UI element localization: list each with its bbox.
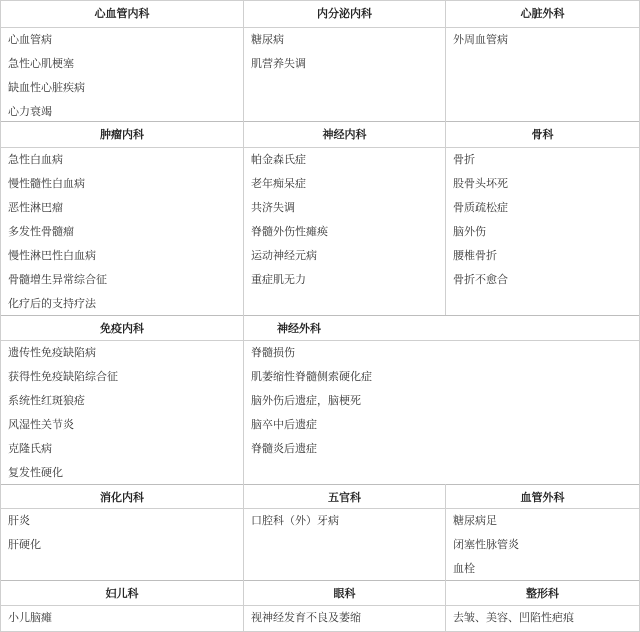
row-divider <box>0 580 640 581</box>
disease-item: 血栓 <box>453 562 475 575</box>
disease-item: 老年痴呆症 <box>251 177 306 190</box>
disease-item: 风湿性关节炎 <box>8 418 74 431</box>
disease-item: 骨髓增生异常综合征 <box>8 273 107 286</box>
department-header-vascular-surgery: 血管外科 <box>446 486 639 510</box>
row-divider <box>0 0 640 1</box>
disease-item: 重症肌无力 <box>251 273 306 286</box>
department-header-neurosurgery <box>244 317 639 341</box>
disease-item: 外周血管病 <box>453 33 508 46</box>
department-header-cardiology: 心血管内科 <box>1 2 243 26</box>
disease-item: 急性白血病 <box>8 153 63 166</box>
row-divider <box>0 121 640 122</box>
row-divider <box>0 315 640 316</box>
disease-item: 糖尿病 <box>251 33 284 46</box>
row-divider <box>0 484 640 485</box>
immunology-cell <box>0 341 243 484</box>
neurosurgery-cell <box>243 341 639 484</box>
disease-item: 脑外伤 <box>453 225 486 238</box>
disease-item: 腰椎骨折 <box>453 249 497 262</box>
orthopedics-cell <box>445 148 639 315</box>
disease-item: 系统性红斑狼疮 <box>8 394 85 407</box>
disease-item: 脊髓损伤 <box>251 346 295 359</box>
disease-item: 脑外伤后遗症，脑梗死 <box>251 394 361 407</box>
ent-cell <box>243 509 445 580</box>
disease-item: 脊髓外伤性瘫痪 <box>251 225 328 238</box>
oncology-cell <box>0 148 243 315</box>
endocrinology-cell <box>243 28 445 121</box>
department-header-gynecology-pediatrics: 妇儿科 <box>1 582 243 606</box>
plastic-surgery-cell <box>445 606 639 631</box>
disease-item: 骨折 <box>453 153 475 166</box>
department-header-gastroenterology: 消化内科 <box>1 486 243 510</box>
disease-item: 获得性免疫缺陷综合征 <box>8 370 118 383</box>
disease-item: 恶性淋巴瘤 <box>8 201 63 214</box>
disease-item: 复发性硬化 <box>8 466 63 479</box>
department-header-ent: 五官科 <box>244 486 445 510</box>
department-header-immunology: 免疫内科 <box>1 317 243 341</box>
department-header-endocrinology: 内分泌内科 <box>244 2 445 26</box>
disease-item: 肝硬化 <box>8 538 41 551</box>
disease-item: 遗传性免疫缺陷病 <box>8 346 96 359</box>
disease-item: 口腔科（外）牙病 <box>251 514 339 527</box>
disease-item: 慢性髓性白血病 <box>8 177 85 190</box>
disease-item: 小儿脑瘫 <box>8 611 52 624</box>
disease-item: 慢性淋巴性白血病 <box>8 249 96 262</box>
disease-item: 克隆氏病 <box>8 442 52 455</box>
disease-item: 心血管病 <box>8 33 52 46</box>
disease-item: 心力衰竭 <box>8 105 52 118</box>
department-header-cardiac-surgery: 心脏外科 <box>446 2 639 26</box>
department-header-oncology: 肿瘤内科 <box>1 123 243 147</box>
disease-item: 运动神经元病 <box>251 249 317 262</box>
cardiac-surgery-cell <box>445 28 639 121</box>
disease-item: 糖尿病足 <box>453 514 497 527</box>
disease-item: 脊髓炎后遗症 <box>251 442 317 455</box>
neurology-cell <box>243 148 445 315</box>
disease-item: 肌营养失调 <box>251 57 306 70</box>
department-header-orthopedics: 骨科 <box>446 123 639 147</box>
disease-item: 骨折不愈合 <box>453 273 508 286</box>
vascular-surgery-cell <box>445 509 639 580</box>
neurosurgery-label: 神经外科 <box>277 322 321 335</box>
ophthalmology-cell <box>243 606 445 631</box>
disease-item: 视神经发育不良及萎缩 <box>251 611 361 624</box>
department-header-ophthalmology: 眼科 <box>244 582 445 606</box>
disease-item: 缺血性心脏疾病 <box>8 81 85 94</box>
gastroenterology-cell <box>0 509 243 580</box>
department-header-neurology: 神经内科 <box>244 123 445 147</box>
disease-item: 共济失调 <box>251 201 295 214</box>
disease-item: 骨质疏松症 <box>453 201 508 214</box>
disease-item: 肌萎缩性脊髓侧索硬化症 <box>251 370 372 383</box>
disease-item: 股骨头坏死 <box>453 177 508 190</box>
disease-item: 多发性骨髓瘤 <box>8 225 74 238</box>
department-header-plastic-surgery: 整形科 <box>446 582 639 606</box>
disease-item: 脑卒中后遗症 <box>251 418 317 431</box>
disease-item: 肝炎 <box>8 514 30 527</box>
disease-item: 闭塞性脉管炎 <box>453 538 519 551</box>
disease-item: 急性心肌梗塞 <box>8 57 74 70</box>
disease-item: 化疗后的支持疗法 <box>8 297 96 310</box>
cardiology-cell <box>0 28 243 121</box>
disease-item: 帕金森氏症 <box>251 153 306 166</box>
gynecology-pediatrics-cell <box>0 606 243 631</box>
disease-item: 去皱、美容、凹陷性疤痕 <box>453 611 574 624</box>
